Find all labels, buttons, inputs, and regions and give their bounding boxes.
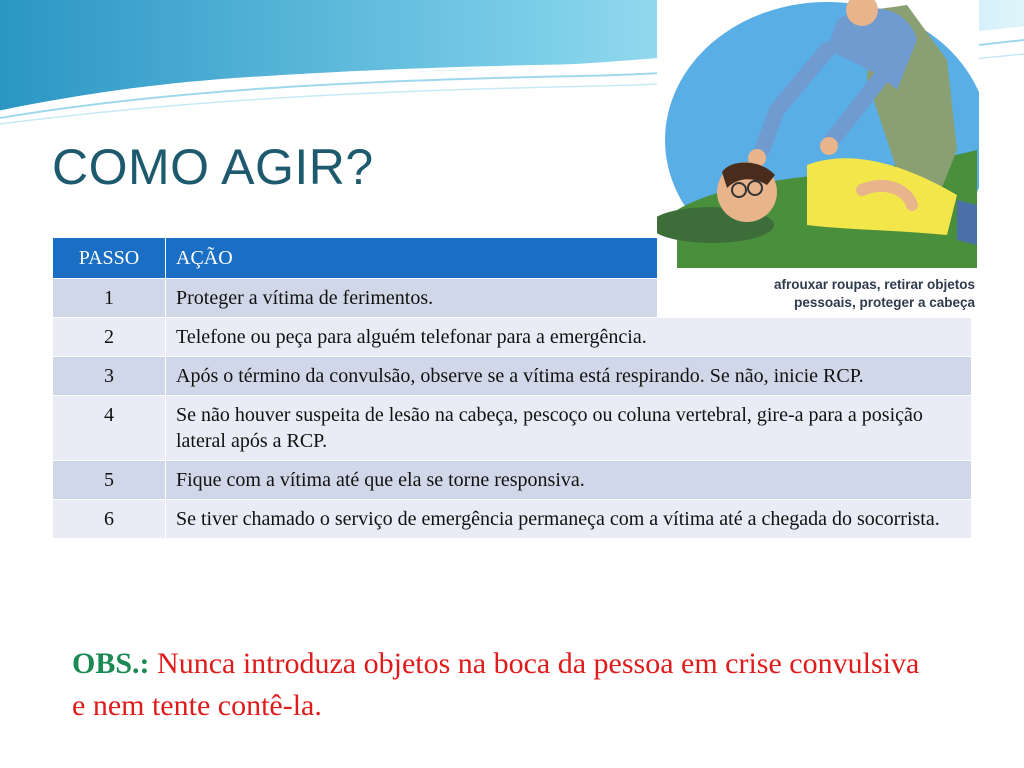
page-title: COMO AGIR? bbox=[52, 139, 374, 195]
obs-label: OBS.: bbox=[72, 647, 150, 680]
step-number: 2 bbox=[53, 318, 166, 357]
observation-note bbox=[72, 643, 932, 727]
first-aid-illustration-icon bbox=[657, 0, 979, 318]
step-number: 1 bbox=[53, 279, 166, 318]
step-action: Proteger a vítima de ferimentos. bbox=[166, 279, 972, 318]
table-row bbox=[53, 396, 972, 461]
obs-text: Nunca introduza objetos na boca da pessoa em crise convulsiva e nem tente contê-la. bbox=[72, 647, 920, 722]
step-number: 6 bbox=[53, 500, 166, 539]
first-aid-illustration bbox=[657, 0, 979, 318]
table-row bbox=[53, 318, 972, 357]
caption-line-1: afrouxar roupas, retirar objetos bbox=[773, 277, 975, 292]
header-acao: AÇÃO bbox=[166, 238, 972, 279]
caption-line-2: pessoais, proteger a cabeça bbox=[794, 295, 975, 310]
step-number: 3 bbox=[53, 357, 166, 396]
step-action: Se tiver chamado o serviço de emergência permaneça com a vítima até a chegada do socorrista. bbox=[166, 500, 972, 539]
step-number: 4 bbox=[53, 396, 166, 461]
table-row bbox=[53, 461, 972, 500]
step-number: 5 bbox=[53, 461, 166, 500]
step-action: Após o término da convulsão, observe se a vítima está respirando. Se não, inicie RCP. bbox=[166, 357, 972, 396]
step-action: Fique com a vítima até que ela se torne responsiva. bbox=[166, 461, 972, 500]
table-row bbox=[53, 500, 972, 539]
illustration-caption bbox=[663, 276, 975, 312]
table-row bbox=[53, 357, 972, 396]
step-action: Telefone ou peça para alguém telefonar para a emergência. bbox=[166, 318, 972, 357]
header-passo: PASSO bbox=[53, 238, 166, 279]
step-action: Se não houver suspeita de lesão na cabeça, pescoço ou coluna vertebral, gire-a para a posição lateral após a RCP. bbox=[166, 396, 972, 461]
